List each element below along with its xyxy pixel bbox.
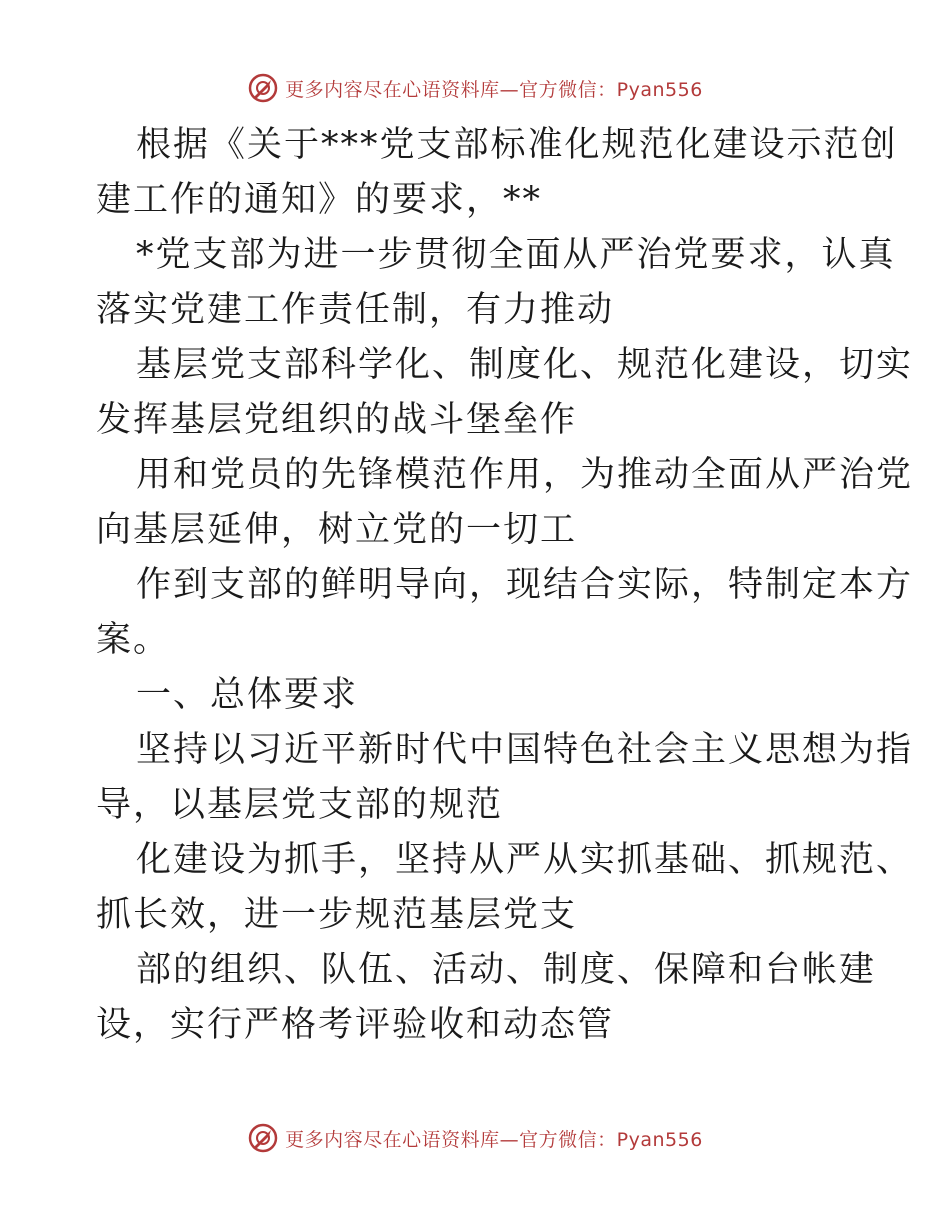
paragraph-line: 部的组织、队伍、活动、制度、保障和台帐建 (136, 950, 877, 990)
paragraph-line: 导，以基层党支部的规范 (96, 785, 504, 825)
paragraph-line: *党支部为进一步贯彻全面从严治党要求，认真 (136, 235, 896, 275)
document-body (96, 118, 914, 1053)
pen-logo-icon (247, 72, 279, 104)
paragraph-line: 用和党员的先锋模范作用，为推动全面从严治党 (136, 455, 914, 495)
paragraph-line: 根据《关于***党支部标准化规范化建设示范创 (136, 125, 898, 165)
paragraph-line: 基层党支部科学化、制度化、规范化建设，切实 (136, 345, 914, 385)
paragraph-line: 建工作的通知》的要求，** (96, 180, 543, 220)
footer-watermark (0, 1122, 950, 1154)
paragraph-line: 发挥基层党组织的战斗堡垒作 (96, 400, 578, 440)
section-heading: 一、总体要求 (136, 675, 359, 715)
header-watermark (0, 72, 950, 104)
paragraph-line: 作到支部的鲜明导向，现结合实际，特制定本方 (136, 565, 914, 605)
paragraph-line: 设，实行严格考评验收和动态管 (96, 1005, 615, 1045)
watermark-text: 更多内容尽在心语资料库—官方微信：Pyan556 (285, 1128, 703, 1151)
watermark-text: 更多内容尽在心语资料库—官方微信：Pyan556 (285, 78, 703, 101)
paragraph-line: 向基层延伸，树立党的一切工 (96, 510, 578, 550)
paragraph-line: 案。 (96, 620, 171, 660)
paragraph-line: 化建设为抓手，坚持从严从实抓基础、抓规范、 (136, 840, 914, 880)
paragraph-line: 抓长效，进一步规范基层党支 (96, 895, 578, 935)
paragraph-line: 坚持以习近平新时代中国特色社会主义思想为指 (136, 730, 914, 770)
pen-logo-icon (247, 1122, 279, 1154)
paragraph-line: 落实党建工作责任制，有力推动 (96, 290, 615, 330)
